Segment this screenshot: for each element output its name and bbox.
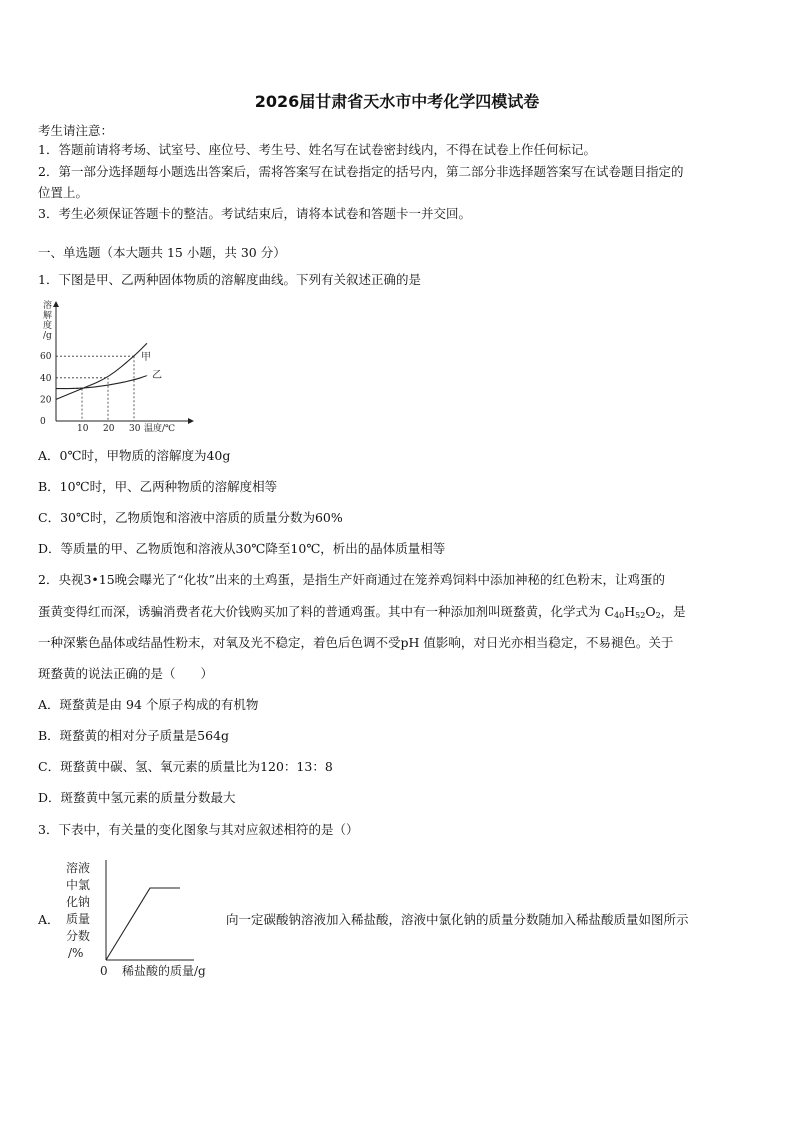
y-tick-label: 40 xyxy=(40,373,52,384)
notice-item: 3．考生必须保证答题卡的整洁。考试结束后，请将本试卷和答题卡一并交回。 xyxy=(38,206,471,221)
svg-text:质量: 质量 xyxy=(66,912,91,926)
label-yi: 乙 xyxy=(152,370,162,381)
q2-line: 一种深紫色晶体或结晶性粉末，对氧及光不稳定，着色后色调不受pH 值影响，对日光亦相当稳定，不易褪色。关于 xyxy=(38,635,674,650)
q2-line: 蛋黄变得红而深，诱骗消费者花大价钱购买加了料的普通鸡蛋。其中有一种添加剂叫斑蝥黄，化学式为 $C_{40}H_{52}O_2$，是 xyxy=(38,604,686,620)
svg-text:溶: 溶 xyxy=(43,301,53,311)
svg-text:溶液: 溶液 xyxy=(66,861,91,875)
svg-text:解: 解 xyxy=(43,311,53,321)
x-axis-label: 稀盐酸的质量/g xyxy=(122,964,206,978)
q1-option-b: B．10℃时，甲、乙两种物质的溶解度相等 xyxy=(38,479,278,494)
q2-option-c: C．斑蝥黄中碳、氢、氧元素的质量比为120：13：8 xyxy=(38,759,333,774)
q3-option-a-text: 向一定碳酸钠溶液加入稀盐酸，溶液中氯化钠的质量分数随加入稀盐酸质量如图所示 xyxy=(226,912,689,927)
svg-text:/g: /g xyxy=(43,331,52,341)
svg-text:中氯: 中氯 xyxy=(66,878,91,892)
svg-text:/%: /% xyxy=(68,946,84,960)
q1-option-a: A．0℃时，甲物质的溶解度为40g xyxy=(38,448,231,463)
y-tick-label: 60 xyxy=(40,352,52,363)
series-jia-curve xyxy=(56,343,147,399)
notice-item: 位置上。 xyxy=(38,185,89,200)
svg-text:分数: 分数 xyxy=(66,929,91,943)
label-jia: 甲 xyxy=(141,352,151,363)
question-3-stem: 3．下表中，有关量的变化图象与其对应叙述相符的是（） xyxy=(38,822,359,837)
origin-label: 0 xyxy=(100,964,108,978)
notice-item: 1．答题前请将考场、试室号、座位号、考生号、姓名写在试卷密封线内，不得在试卷上作任何标记。 xyxy=(38,142,596,157)
x-tick-label: 30 xyxy=(129,424,141,434)
y-axis-label xyxy=(66,860,90,960)
y-tick-label: 20 xyxy=(40,395,52,406)
q2-option-d: D．斑蝥黄中氢元素的质量分数最大 xyxy=(38,790,236,805)
y-tick-label: 0 xyxy=(40,417,46,427)
notice-heading: 考生请注意： xyxy=(38,123,114,138)
svg-text:度: 度 xyxy=(43,321,53,331)
x-tick-label: 20 xyxy=(103,424,115,434)
q3-option-a-label: A． xyxy=(38,912,60,927)
notice-item: 2．第一部分选择题每小题选出答案后，需将答案写在试卷指定的括号内，第二部分非选择题答案写在试卷题目指定的 xyxy=(38,164,684,179)
page-title: 2026届甘肃省天水市中考化学四模试卷 xyxy=(254,92,540,111)
solubility-chart xyxy=(38,296,198,436)
nacl-fraction-chart xyxy=(62,856,222,982)
series-line xyxy=(106,888,180,960)
svg-text:化钠: 化钠 xyxy=(66,895,91,909)
q2-line: 斑蝥黄的说法正确的是（ ） xyxy=(38,666,214,681)
y-axis-label xyxy=(43,299,52,341)
q1-option-c: C．30℃时，乙物质饱和溶液中溶质的质量分数为60% xyxy=(38,510,343,525)
section-heading: 一、单选题（本大题共 15 小题，共 30 分） xyxy=(38,245,286,260)
q2-option-b: B．斑蝥黄的相对分子质量是564g xyxy=(38,728,230,743)
x-tick-label: 10 xyxy=(77,424,89,434)
q1-option-d: D．等质量的甲、乙物质饱和溶液从30℃降至10℃，析出的晶体质量相等 xyxy=(38,541,446,556)
question-1-stem: 1．下图是甲、乙两种固体物质的溶解度曲线。下列有关叙述正确的是 xyxy=(38,272,421,287)
q2-line: 2．央视3•15晚会曝光了“化妆”出来的土鸡蛋，是指生产奸商通过在笼养鸡饲料中添加神秘的红色粉末，让鸡蛋的 xyxy=(38,572,665,587)
q2-option-a: A．斑蝥黄是由 94 个原子构成的有机物 xyxy=(38,697,259,712)
x-axis-label: 温度/℃ xyxy=(144,424,176,434)
